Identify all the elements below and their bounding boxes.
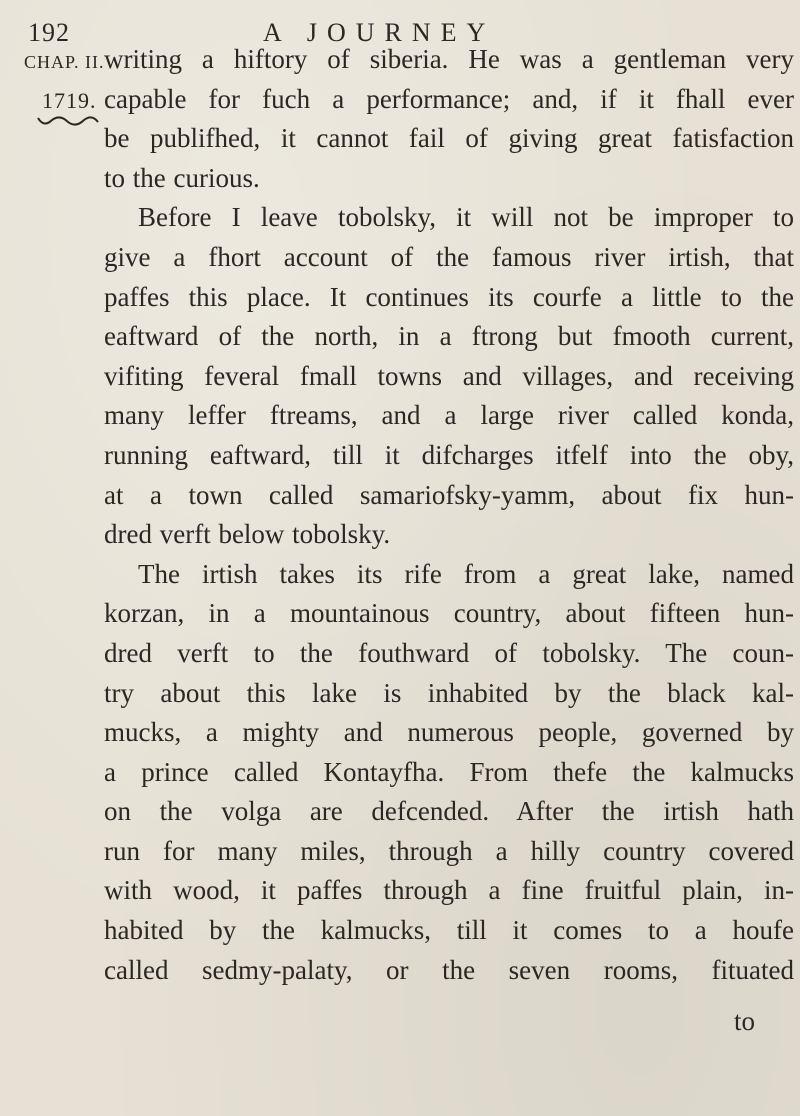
- text-line: mucks, a mighty and numerous people, governed by: [104, 717, 794, 748]
- running-title: A JOURNEY: [263, 18, 496, 47]
- catchword: to: [734, 1006, 756, 1036]
- margin-chapter-note: CHAP. II.: [24, 52, 105, 72]
- text-line: dred verft to the fouthward of tobolsky. The coun-: [104, 637, 794, 668]
- text-line: a prince called Kontayfha. From thefe the kalmucks: [104, 756, 794, 787]
- text-line: with wood, it paffes through a fine fruitful plain, in-: [104, 875, 794, 906]
- margin-brace-ornament: [36, 114, 100, 128]
- text-line: to the curious.: [104, 162, 260, 193]
- text-line: many leffer ftreams, and a large river called konda,: [104, 400, 794, 431]
- text-line: running eaftward, till it difcharges itfelf into the oby,: [104, 439, 794, 470]
- text-line: called sedmy-palaty, or the seven rooms, fituated: [104, 954, 794, 985]
- text-line: habited by the kalmucks, till it comes to a houfe: [104, 915, 794, 946]
- text-line: capable for fuch a performance; and, if it fhall ever: [104, 83, 794, 114]
- text-line: dred verft below tobolsky.: [104, 519, 391, 550]
- page-number: 192: [28, 18, 70, 47]
- margin-year-note: 1719.: [42, 88, 97, 113]
- text-line: paffes this place. It continues its courfe a little to the: [104, 281, 794, 312]
- text-line: try about this lake is inhabited by the black kal-: [104, 677, 794, 708]
- text-line: on the volga are defcended. After the irtish hath: [104, 796, 794, 827]
- text-line: eaftward of the north, in a ftrong but fmooth current,: [104, 321, 794, 352]
- text-line: run for many miles, through a hilly country covered: [104, 835, 794, 866]
- text-line: give a fhort account of the famous river irtish, that: [104, 241, 794, 272]
- paragraph-start-line: The irtish takes its rife from a great lake, named: [138, 558, 794, 589]
- text-line: vifiting feveral fmall towns and villages, and receiving: [104, 360, 794, 391]
- paragraph-start-line: Before I leave tobolsky, it will not be improper to: [138, 202, 794, 233]
- text-line: korzan, in a mountainous country, about fifteen hun-: [104, 598, 794, 629]
- text-line: at a town called samariofsky-yamm, about fix hun-: [104, 479, 794, 510]
- text-line: writing a hiftory of siberia. He was a gentleman very: [104, 44, 794, 74]
- text-line: be publifhed, it cannot fail of giving great fatisfaction: [104, 123, 794, 154]
- body-text: [104, 40, 794, 990]
